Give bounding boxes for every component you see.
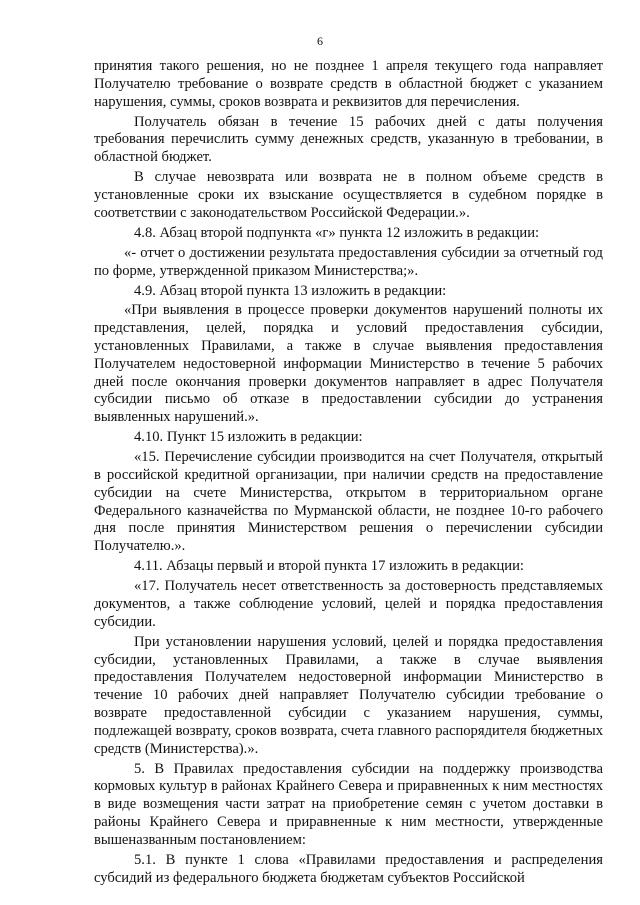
clause-4-9-text: «При выявления в процессе проверки документов нарушений полноты их представления, целей, порядка и условий предоставления субсидии, установленных Правилами, а также в случае выявления предоставления Получателем недостоверной информации Министерство в течение 5 рабочих дней после окончания проверки документов направляет в адрес Получателя субсидии письмо об отказе в предоставлении субсидии до устранения выявленных нарушений.». bbox=[94, 302, 603, 426]
clause-4-10: 4.10. Пункт 15 изложить в редакции: bbox=[134, 429, 363, 446]
clause-5-1: 5.1. В пункте 1 слова «Правилами предоставления и распределения субсидий из федерального бюджета бюджетам субъектов Российской bbox=[94, 851, 603, 886]
paragraph-refund-deadline: Получатель обязан в течение 15 рабочих дней с даты получения требования перечислить сумму денежных средств, указанную в требовании, в областной бюджет. bbox=[94, 113, 603, 166]
paragraph-court-recovery: В случае невозврата или возврата не в полном объеме средств в установленные сроки их взыскание осуществляется в судебном порядке в соответствии с законодательством Российской Федерации.». bbox=[94, 169, 603, 221]
clause-4-10-text: «15. Перечисление субсидии производится на счет Получателя, открытый в российской кредитной организации, при наличии средств на предоставление субсидии на счете Министерства, открытом в территориальном органе Федерального казначейства по Мурманской области, не позднее 10-го рабочего дня после принятия Министерством решения о перечислении субсидии Получателю.». bbox=[94, 449, 603, 555]
clause-5: 5. В Правилах предоставления субсидии на поддержку производства кормовых культур в районах Крайнего Севера и приравненных к ним местностях в виде возмещения части затрат на приобретение семян с учетом доставки в районы Крайнего Севера и приравненные к ним местности, утвержденные вышеназванным постановлением: bbox=[94, 760, 603, 848]
clause-4-11: 4.11. Абзацы первый и второй пункта 17 изложить в редакции: bbox=[134, 558, 524, 575]
paragraph-continuation: принятия такого решения, но не позднее 1 апреля текущего года направляет Получателю требование о возврате средств в областной бюджет с указанием нарушения, суммы, сроков возврата и реквизитов для перечисления. bbox=[94, 58, 603, 110]
clause-4-8: 4.8. Абзац второй подпункта «г» пункта 12 изложить в редакции: bbox=[134, 224, 540, 241]
clause-4-8-text: «- отчет о достижении результата предоставления субсидии за отчетный год по форме, утвержденной приказом Министерства;». bbox=[94, 244, 603, 279]
document-body bbox=[94, 58, 603, 887]
clause-4-11-text-2: При установлении нарушения условий, целей и порядка предоставления субсидии, установленных Правилами, а также в случае выявления предоставления Получателем недостоверной информации Министерство в течение 10 рабочих дней направляет Получателю субсидии требование о возврате предоставленной субсидии с указанием нарушения, суммы, подлежащей возврату, сроков возврата, счета главного распорядителя бюджетных средств (Министерства).». bbox=[94, 633, 603, 757]
clause-4-11-text-1: «17. Получатель несет ответственность за достоверность представляемых документов, а также соблюдение условий, целей и порядка предоставления субсидии. bbox=[94, 578, 603, 630]
clause-4-9: 4.9. Абзац второй пункта 13 изложить в редакции: bbox=[134, 282, 447, 299]
page-number: 6 bbox=[317, 34, 323, 48]
